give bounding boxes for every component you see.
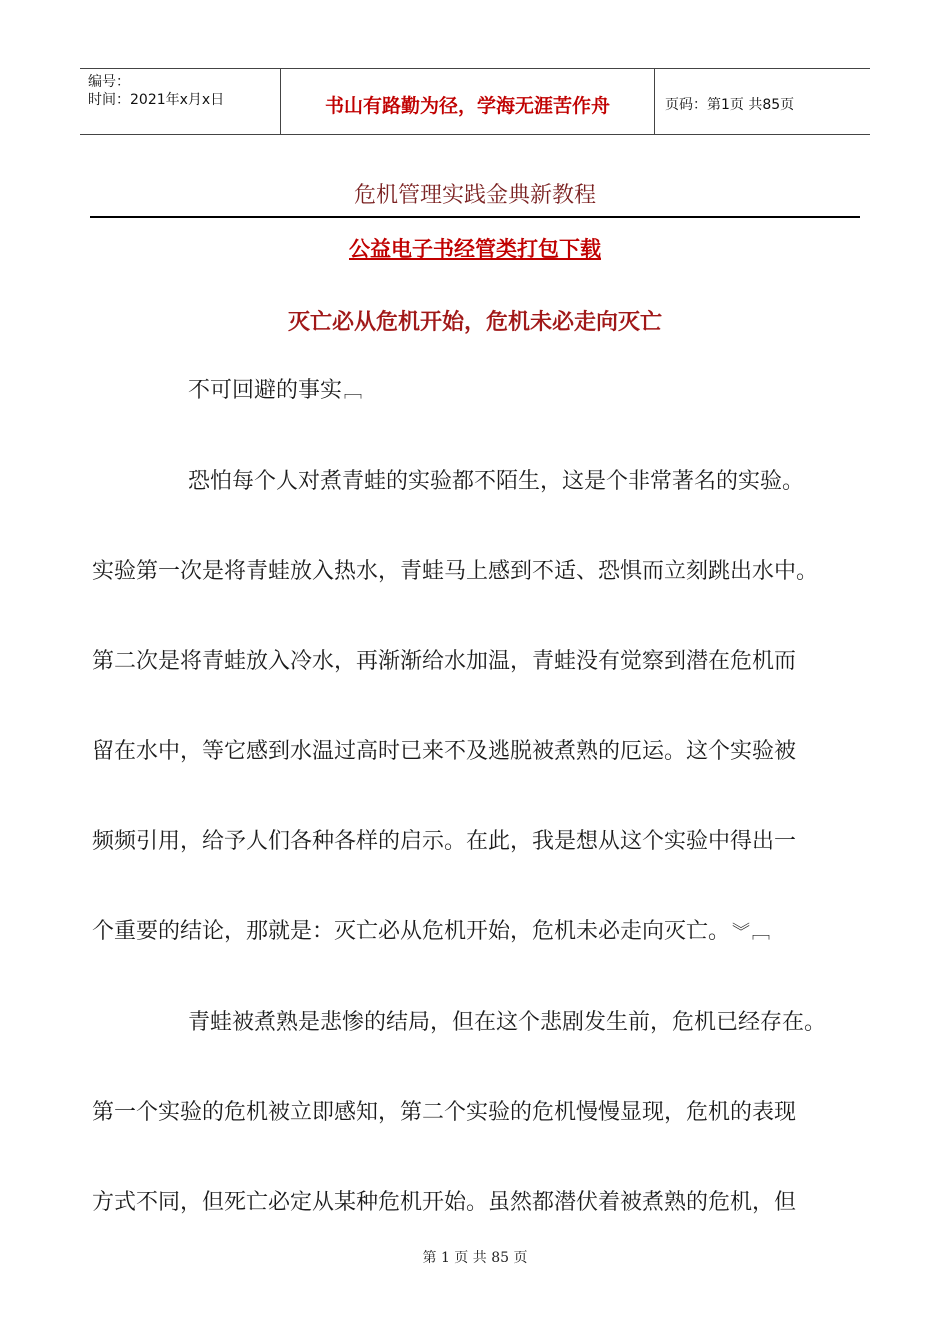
body-line: 方式不同，但死亡必定从某种危机开始。虽然都潜伏着被煮熟的危机，但 <box>92 1190 797 1215</box>
title-rule <box>90 216 860 218</box>
body-line: 频频引用，给予人们各种各样的启示。在此，我是想从这个实验中得出一 <box>92 829 797 854</box>
number-label: 编号： <box>88 74 130 90</box>
time-label: 时间：2021年x月x日 <box>88 92 225 108</box>
header-meta <box>88 73 224 109</box>
body-line: 实验第一次是将青蛙放入热水，青蛙马上感到不适、恐惧而立刻跳出水中。 <box>92 559 819 584</box>
body-line-with-marks <box>92 917 770 948</box>
body-line: 青蛙被煮熟是悲惨的结局，但在这个悲剧发生前，危机已经存在。 <box>188 1010 827 1035</box>
document-title: 危机管理实践金典新教程 <box>353 183 596 208</box>
header-page-info: 页码：第1页 共85页 <box>665 97 795 113</box>
download-link[interactable]: 公益电子书经管类打包下载 <box>349 237 601 261</box>
subheading-text: 不可回避的事实 <box>188 378 343 403</box>
document-header <box>80 68 870 135</box>
section-headline: 灭亡必从危机开始，危机未必走向灭亡 <box>287 310 662 335</box>
download-link-container <box>0 233 950 263</box>
body-line: 第二次是将青蛙放入冷水，再渐渐给水加温，青蛙没有觉察到潜在危机而 <box>92 649 797 674</box>
subheading-line <box>188 376 362 407</box>
page-footer: 第 1 页 共 85 页 <box>422 1250 528 1266</box>
paragraph-mark-icon: ﹇ <box>752 922 771 943</box>
arrow-mark-icon: ︾ <box>732 922 751 943</box>
header-motto: 书山有路勤为径，学海无涯苦作舟 <box>324 95 610 117</box>
body-line: 恐怕每个人对煮青蛙的实验都不陌生，这是个非常著名的实验。 <box>188 469 805 494</box>
body-line: 第一个实验的危机被立即感知，第二个实验的危机慢慢显现，危机的表现 <box>92 1100 797 1125</box>
body-line: 留在水中，等它感到水温过高时已来不及逃脱被煮熟的厄运。这个实验被 <box>92 739 797 764</box>
paragraph-mark-icon: ﹇ <box>344 381 363 402</box>
body-text: 个重要的结论，那就是：灭亡必从危机开始，危机未必走向灭亡。 <box>92 919 731 944</box>
header-divider <box>654 69 655 134</box>
